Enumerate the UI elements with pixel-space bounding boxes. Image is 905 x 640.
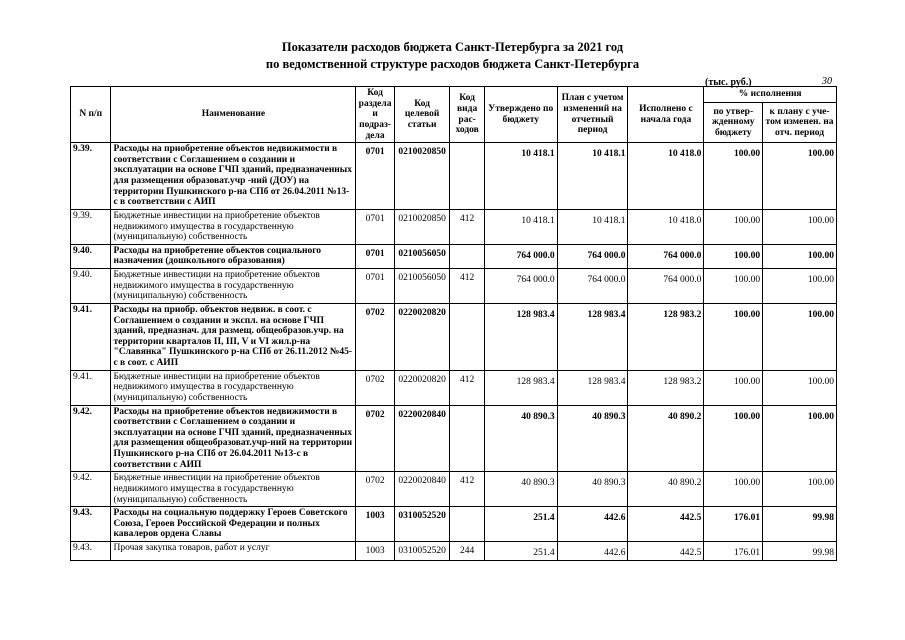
row-type-code: 412 <box>450 209 484 244</box>
row-number: 9.42. <box>71 472 111 507</box>
row-target-code: 0210056050 <box>394 269 450 304</box>
row-pct-approved: 100.00 <box>704 303 763 370</box>
row-type-code <box>450 405 484 472</box>
row-type-code <box>450 507 484 542</box>
row-section-code: 0701 <box>356 143 394 210</box>
table-row <box>71 244 837 268</box>
row-target-code: 0310052520 <box>394 507 450 542</box>
row-approved: 40 890.3 <box>484 405 557 472</box>
table-row <box>71 542 837 561</box>
col-header-name: Наименование <box>111 87 356 143</box>
row-section-code: 0702 <box>356 303 394 370</box>
row-target-code: 0220020820 <box>394 303 450 370</box>
row-type-code: 244 <box>450 542 484 561</box>
col-header-type: Код вида рас-ходов <box>450 87 484 143</box>
row-pct-plan: 100.00 <box>763 143 837 210</box>
row-approved: 764 000.0 <box>484 269 557 304</box>
row-executed: 442.5 <box>628 542 704 561</box>
col-header-executed: Исполнено с начала года <box>628 87 704 143</box>
row-pct-plan: 100.00 <box>763 303 837 370</box>
col-header-pct-approved: по утвер-жденному бюджету <box>704 102 763 142</box>
table-row <box>71 303 837 370</box>
row-plan: 442.6 <box>557 507 628 542</box>
row-type-code: 412 <box>450 269 484 304</box>
table-row <box>71 507 837 542</box>
row-pct-plan: 100.00 <box>763 472 837 507</box>
row-number: 9.43. <box>71 542 111 561</box>
row-number: 9.42. <box>71 405 111 472</box>
row-target-code: 0210020850 <box>394 143 450 210</box>
row-section-code: 0701 <box>356 244 394 268</box>
table-body <box>71 143 837 561</box>
row-number: 9.40. <box>71 244 111 268</box>
row-name: Бюджетные инвестиции на приобретение объектов недвижимого имущества в государственную (муниципальную) собственность <box>111 472 356 507</box>
col-header-section: Код раздела и подраз-дела <box>356 87 394 143</box>
row-pct-plan: 100.00 <box>763 370 837 405</box>
row-pct-plan: 100.00 <box>763 405 837 472</box>
row-number: 9.40. <box>71 269 111 304</box>
row-plan: 40 890.3 <box>557 405 628 472</box>
row-name: Расходы на приобр. объектов недвиж. в соот. с Соглашением о создании и экспл. на основе ГЧП зданий, предназнач. для размещ. общеобразов.учр. на территории кварталов II, III, V и VI жил.р-на "Славянка" Пушкинского р-на СПб от 26.11.2012 №45-с в соот. с АИП <box>111 303 356 370</box>
row-number: 9.41. <box>71 370 111 405</box>
row-pct-plan: 100.00 <box>763 209 837 244</box>
row-plan: 442.6 <box>557 542 628 561</box>
row-target-code: 0220020840 <box>394 472 450 507</box>
row-executed: 442.5 <box>628 507 704 542</box>
row-plan: 10 418.1 <box>557 209 628 244</box>
row-name: Расходы на приобретение объектов недвижимости в соответствии с Соглашением о создании и эксплуатации на основе ГЧП зданий, предназначенных для размещения общеобразоват.учр-ний на территории Пушкинского р-на СПб от 26.04.2011 №13-с в соответствии с АИП <box>111 405 356 472</box>
table-row <box>71 472 837 507</box>
row-name: Расходы на социальную поддержку Героев Советского Союза, Героев Российской Федерации и полных кавалеров ордена Славы <box>111 507 356 542</box>
row-target-code: 0220020820 <box>394 370 450 405</box>
row-plan: 128 983.4 <box>557 303 628 370</box>
row-plan: 764 000.0 <box>557 269 628 304</box>
report-title-line1: Показатели расходов бюджета Санкт-Петербурга за 2021 год <box>281 40 624 54</box>
row-pct-approved: 100.00 <box>704 269 763 304</box>
row-section-code: 1003 <box>356 542 394 561</box>
row-executed: 10 418.0 <box>628 209 704 244</box>
row-section-code: 1003 <box>356 507 394 542</box>
col-header-target: Код целевой статьи <box>394 87 450 143</box>
budget-table <box>70 86 837 561</box>
row-approved: 10 418.1 <box>484 209 557 244</box>
row-name: Бюджетные инвестиции на приобретение объектов недвижимого имущества в государственную (муниципальную) собственность <box>111 209 356 244</box>
row-name: Расходы на приобретение объектов недвижимости в соответствии с Соглашением о создании и эксплуатации на основе ГЧП зданий, предназначенных для размещения образоват.учр -ний (ДОУ) на территории Пушкинского р-на СПб от 26.04.2011 №13-с в соответствии с АИП <box>111 143 356 210</box>
row-approved: 128 983.4 <box>484 303 557 370</box>
row-number: 9.39. <box>71 143 111 210</box>
row-pct-approved: 176.01 <box>704 507 763 542</box>
row-executed: 40 890.2 <box>628 472 704 507</box>
table-row <box>71 370 837 405</box>
row-number: 9.43. <box>71 507 111 542</box>
row-target-code: 0220020840 <box>394 405 450 472</box>
row-name: Прочая закупка товаров, работ и услуг <box>111 542 356 561</box>
row-pct-plan: 99.98 <box>763 542 837 561</box>
report-title-line2: по ведомственной структуре расходов бюджета Санкт-Петербурга <box>265 57 640 71</box>
row-plan: 128 983.4 <box>557 370 628 405</box>
row-section-code: 0701 <box>356 209 394 244</box>
row-approved: 10 418.1 <box>484 143 557 210</box>
table-row <box>71 405 837 472</box>
row-pct-plan: 100.00 <box>763 244 837 268</box>
col-header-num: N п/п <box>71 87 111 143</box>
col-header-pct-plan: к плану с уче-том изменен. на отч. период <box>763 102 837 142</box>
page-number: 30 <box>822 76 832 87</box>
row-executed: 40 890.2 <box>628 405 704 472</box>
row-executed: 10 418.0 <box>628 143 704 210</box>
row-executed: 764 000.0 <box>628 269 704 304</box>
units-label: (тыс. руб.) <box>705 77 752 88</box>
row-approved: 40 890.3 <box>484 472 557 507</box>
row-executed: 764 000.0 <box>628 244 704 268</box>
row-type-code: 412 <box>450 370 484 405</box>
row-type-code: 412 <box>450 472 484 507</box>
row-section-code: 0701 <box>356 269 394 304</box>
row-section-code: 0702 <box>356 405 394 472</box>
row-pct-approved: 100.00 <box>704 405 763 472</box>
row-section-code: 0702 <box>356 370 394 405</box>
row-pct-approved: 100.00 <box>704 472 763 507</box>
row-pct-approved: 100.00 <box>704 244 763 268</box>
row-pct-approved: 100.00 <box>704 370 763 405</box>
row-name: Бюджетные инвестиции на приобретение объектов недвижимого имущества в государственную (муниципальную) собственность <box>111 370 356 405</box>
col-header-pct-group: % исполнения <box>704 87 837 103</box>
row-number: 9.41. <box>71 303 111 370</box>
col-header-approved: Утверждено по бюджету <box>484 87 557 143</box>
row-pct-approved: 100.00 <box>704 143 763 210</box>
row-pct-approved: 176.01 <box>704 542 763 561</box>
row-executed: 128 983.2 <box>628 370 704 405</box>
row-section-code: 0702 <box>356 472 394 507</box>
table-row <box>71 209 837 244</box>
row-approved: 764 000.0 <box>484 244 557 268</box>
row-pct-approved: 100.00 <box>704 209 763 244</box>
row-executed: 128 983.2 <box>628 303 704 370</box>
row-pct-plan: 100.00 <box>763 269 837 304</box>
col-header-plan: План с учетом изменений на отчетный период <box>557 87 628 143</box>
row-name: Бюджетные инвестиции на приобретение объектов недвижимого имущества в государственную (муниципальную) собственность <box>111 269 356 304</box>
row-type-code <box>450 244 484 268</box>
row-plan: 10 418.1 <box>557 143 628 210</box>
table-row <box>71 143 837 210</box>
row-pct-plan: 99.98 <box>763 507 837 542</box>
row-number: 9.39. <box>71 209 111 244</box>
row-plan: 40 890.3 <box>557 472 628 507</box>
row-type-code <box>450 303 484 370</box>
row-approved: 251.4 <box>484 542 557 561</box>
row-approved: 251.4 <box>484 507 557 542</box>
row-target-code: 0210020850 <box>394 209 450 244</box>
row-target-code: 0210056050 <box>394 244 450 268</box>
row-approved: 128 983.4 <box>484 370 557 405</box>
row-plan: 764 000.0 <box>557 244 628 268</box>
row-type-code <box>450 143 484 210</box>
table-row <box>71 269 837 304</box>
row-target-code: 0310052520 <box>394 542 450 561</box>
row-name: Расходы на приобретение объектов социального назначения (дошкольного образования) <box>111 244 356 268</box>
